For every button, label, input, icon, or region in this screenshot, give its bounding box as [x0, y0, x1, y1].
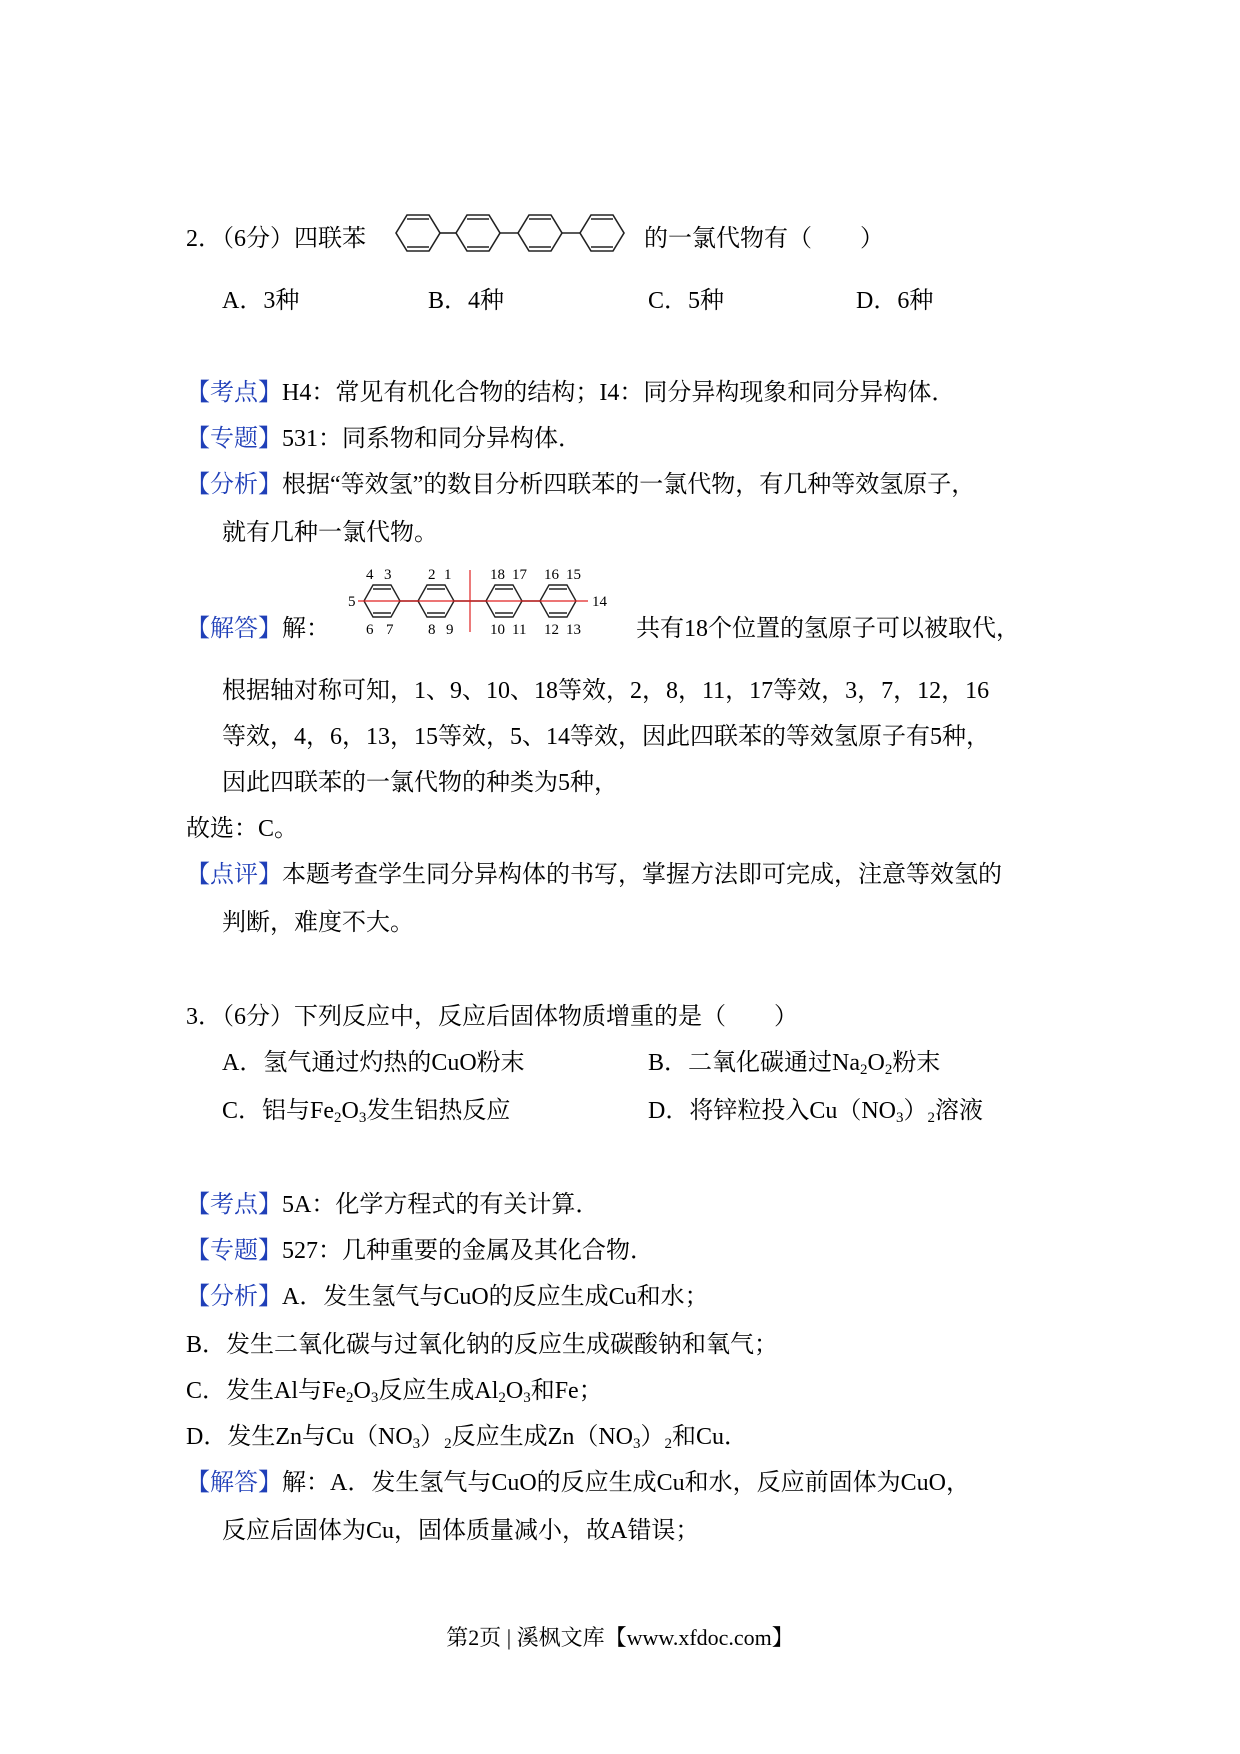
h-label-5: 5: [348, 594, 356, 610]
q2-stem: [186, 224, 366, 254]
q3-option-a-text: A．氢气通过灼热的CuO粉末: [222, 1050, 525, 1076]
q2-dianping: [186, 860, 1002, 890]
q3-fenxi-b-text: B．发生二氧化碳与过氧化钠的反应生成碳酸钠和氧气；: [186, 1332, 779, 1358]
q3-jieda-text-2: 反应后固体为Cu，固体质量减小，故A错误；: [222, 1518, 700, 1544]
q3-option-d-pre: D．将锌粒投入Cu（NO: [648, 1098, 897, 1124]
q3-option-b-mid: O: [867, 1050, 885, 1076]
q3-fenxi-c-s3: 2: [498, 1390, 506, 1406]
q3-fenxi-c-s1: 2: [346, 1390, 354, 1406]
q3-option-d-mid: ）: [903, 1098, 928, 1124]
q3-tag-fenxi: 【分析】: [186, 1284, 282, 1310]
h-label-3: 3: [384, 567, 392, 583]
h-label-2: 2: [428, 567, 436, 583]
jieda-prefix: 解：: [282, 616, 330, 642]
kaodian-text: H4：常见有机化合物的结构；I4：同分异构现象和同分异构体．: [282, 380, 956, 406]
q3-option-c-pre: C．铝与Fe: [222, 1098, 335, 1124]
q3-fenxi-d-s4: 2: [664, 1436, 672, 1452]
q3-fenxi-c: [186, 1376, 603, 1406]
q2-fenxi-cont: [222, 518, 438, 548]
answer-text: 故选：C。: [186, 816, 299, 842]
q3-fenxi-d-post: 和Cu．: [672, 1424, 749, 1450]
q3-jieda-text: 解：A．发生氢气与CuO的反应生成Cu和水，反应前固体为CuO，: [282, 1470, 971, 1496]
q3-fenxi-b: [186, 1330, 778, 1360]
quaterphenyl-numbered-diagram: [344, 560, 634, 642]
q3-stem-text: 3．（6分）下列反应中，反应后固体物质增重的是（ ）: [186, 1004, 798, 1030]
q2-option-d: D．6种: [856, 288, 934, 314]
quaterphenyl-structure: [392, 208, 642, 258]
jieda-text-4: 因此四联苯的一氯代物的种类为5种，: [222, 770, 618, 796]
q2-stem-tail: [644, 224, 884, 254]
page-footer: 第2页 | 溪枫文库【www.xfdoc.com】: [446, 1625, 794, 1650]
jieda-text-3: 等效，4，6，13，15等效，5、14等效，因此四联苯的等效氢原子有5种，: [222, 724, 990, 750]
h-label-6: 6: [366, 622, 374, 638]
h-label-14: 14: [592, 594, 607, 610]
q3-fenxi-d-m3: ）: [640, 1424, 665, 1450]
q2-jieda: [186, 614, 330, 644]
q3-option-d-post: 溶液: [935, 1098, 984, 1124]
dianping-text: 本题考查学生同分异构体的书写，掌握方法即可完成，注意等效氢的: [282, 862, 1002, 888]
q3-fenxi-c-s2: 3: [370, 1390, 379, 1406]
q3-option-b: [648, 1048, 940, 1078]
q3-fenxi-c-m3: O: [505, 1378, 524, 1404]
h-label-8: 8: [428, 622, 436, 638]
q3-tag-jieda: 【解答】: [186, 1470, 282, 1496]
q3-zhuanti: [186, 1236, 654, 1266]
h-label-13: 13: [566, 622, 581, 638]
q2-answer: [186, 814, 298, 844]
q3-fenxi-c-post: 和Fe；: [530, 1378, 603, 1404]
h-label-1: 1: [444, 567, 452, 583]
q3-fenxi-d: [186, 1422, 748, 1452]
q3-option-d-sub2: 2: [927, 1110, 936, 1126]
jieda-text-2: 根据轴对称可知，1、9、10、18等效，2，8，11，17等效，3，7，12，16: [222, 678, 990, 704]
q3-option-d: [648, 1096, 983, 1126]
q3-fenxi-d-m1: ）: [420, 1424, 445, 1450]
q3-option-b-post: 粉末: [892, 1050, 941, 1076]
q3-fenxi-d-s2: 2: [444, 1436, 452, 1452]
q3-option-c: [222, 1096, 510, 1126]
q2-jieda-line3: [222, 722, 990, 752]
q2-option-a: A．3种: [222, 288, 300, 314]
q3-option-b-pre: B．二氧化碳通过Na: [648, 1050, 860, 1076]
h-label-11: 11: [512, 622, 527, 638]
q2-jieda-line2: [222, 676, 989, 706]
q3-option-c-sub2: 3: [358, 1110, 367, 1126]
q2-dianping-cont: [222, 908, 414, 938]
q2-option-c: C．5种: [648, 288, 725, 314]
q3-fenxi: [186, 1282, 709, 1312]
h-label-15: 15: [566, 567, 581, 583]
q3-fenxi-c-m1: O: [353, 1378, 371, 1404]
q2-fenxi: [186, 470, 975, 500]
q3-tag-zhuanti: 【专题】: [186, 1238, 282, 1264]
q3-fenxi-d-m2: 反应生成Zn（NO: [451, 1424, 633, 1450]
tag-jieda: 【解答】: [186, 616, 282, 642]
q3-option-b-sub2: 2: [884, 1062, 893, 1078]
h-label-17: 17: [512, 567, 527, 583]
q3-jieda-cont: [222, 1516, 699, 1546]
q3-jieda: [186, 1468, 970, 1498]
h-label-4: 4: [366, 567, 374, 583]
q3-fenxi-d-s3: 3: [633, 1436, 641, 1452]
q3-fenxi-c-m2: 反应生成Al: [378, 1378, 499, 1404]
q3-zhuanti-text: 527：几种重要的金属及其化合物．: [282, 1238, 654, 1264]
q2-option-b: B．4种: [428, 288, 505, 314]
q2-jieda-tail: [636, 614, 1020, 644]
h-label-9: 9: [446, 622, 454, 638]
tag-dianping: 【点评】: [186, 862, 282, 888]
tag-zhuanti: 【专题】: [186, 426, 282, 452]
q3-kaodian-text: 5A：化学方程式的有关计算．: [282, 1192, 600, 1218]
q3-kaodian: [186, 1190, 599, 1220]
fenxi-text-cont: 就有几种一氯代物。: [222, 520, 438, 546]
h-label-7: 7: [386, 622, 394, 638]
q2-stem-pre: 2．（6分）四联苯: [186, 226, 366, 252]
h-label-10: 10: [490, 622, 505, 638]
q3-fenxi-a: A．发生氢气与CuO的反应生成Cu和水；: [282, 1284, 709, 1310]
q3-fenxi-c-pre: C．发生Al与Fe: [186, 1378, 347, 1404]
q3-fenxi-c-s4: 3: [523, 1390, 531, 1406]
q2-stem-post: 的一氯代物有（ ）: [644, 226, 884, 252]
tag-kaodian: 【考点】: [186, 380, 282, 406]
q3-option-a: [222, 1048, 525, 1078]
q2-zhuanti: [186, 424, 582, 454]
q2-kaodian: [186, 378, 955, 408]
q3-option-c-sub1: 2: [334, 1110, 342, 1126]
q3-fenxi-d-s1: 3: [412, 1436, 421, 1452]
zhuanti-text: 531：同系物和同分异构体．: [282, 426, 582, 452]
q3-option-c-post: 发生铝热反应: [366, 1098, 511, 1124]
q3-stem: [186, 1002, 798, 1032]
fenxi-text: 根据“等效氢”的数目分析四联苯的一氯代物，有几种等效氢原子，: [282, 472, 976, 498]
q2-jieda-line4: [222, 768, 618, 798]
tag-fenxi: 【分析】: [186, 472, 282, 498]
q3-option-c-mid: O: [341, 1098, 359, 1124]
q3-tag-kaodian: 【考点】: [186, 1192, 282, 1218]
h-label-16: 16: [544, 567, 559, 583]
h-label-12: 12: [544, 622, 559, 638]
h-label-18: 18: [490, 567, 505, 583]
q3-fenxi-d-pre: D．发生Zn与Cu（NO: [186, 1424, 413, 1450]
q3-option-d-sub1: 3: [896, 1110, 904, 1126]
jieda-text: 共有18个位置的氢原子可以被取代，: [636, 616, 1020, 642]
dianping-text-cont: 判断，难度不大。: [222, 910, 414, 936]
q3-option-b-sub1: 2: [860, 1062, 868, 1078]
